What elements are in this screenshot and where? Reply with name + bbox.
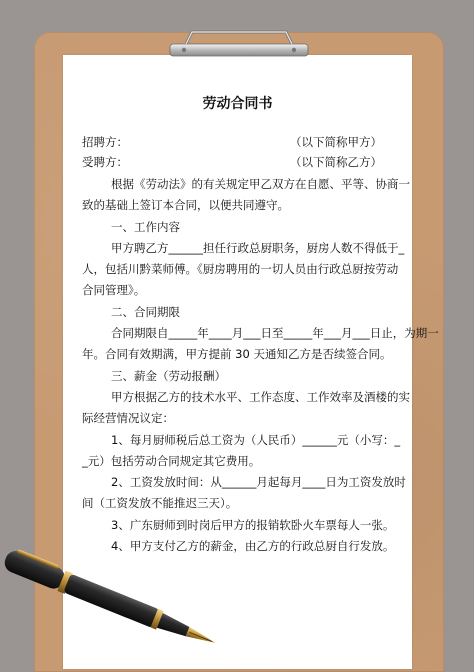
section-heading-3: 三、薪金（劳动报酬） bbox=[111, 369, 226, 383]
employee-row bbox=[82, 155, 400, 169]
body-line-8: 甲方根据乙方的技术水平、工作态度、工作效率及酒楼的实 bbox=[111, 390, 410, 404]
employee-note: （以下简称乙方） bbox=[290, 155, 382, 169]
body-line-1: 根据《劳动法》的有关规定甲乙双方在自愿、平等、协商一 bbox=[111, 177, 410, 191]
item-line-4: 4、甲方支付乙方的薪金，由乙方的行政总厨自行发放。 bbox=[111, 539, 395, 553]
section-heading-2: 二、合同期限 bbox=[111, 305, 180, 319]
body-line-7: 年。合同有效期满，甲方提前 30 天通知乙方是否续签合同。 bbox=[82, 347, 392, 361]
body-line-3: 甲方聘乙方______担任行政总厨职务，厨房人数不得低于_ bbox=[111, 241, 405, 255]
body-line-2: 致的基础上签订本合同，以便共同遵守。 bbox=[82, 198, 289, 212]
employee-label: 受聘方： bbox=[82, 155, 128, 169]
employer-label: 招聘方： bbox=[82, 135, 128, 149]
body-line-6: 合同期限自_____年____月___日至_____年___月___日止，为期一 bbox=[111, 326, 439, 340]
employer-note: （以下简称甲方） bbox=[290, 135, 382, 149]
body-line-9: 际经营情况议定： bbox=[82, 411, 174, 425]
item-line-2-cont: 间（工资发放不能推迟三天）。 bbox=[82, 496, 238, 510]
item-line-2: 2、工资发放时间：从______月起每月____日为工资发放时 bbox=[111, 475, 406, 489]
item-line-1: 1、每月厨师税后总工资为（人民币）______元（小写：_ bbox=[111, 433, 401, 447]
body-line-5: 合同管理》。 bbox=[82, 283, 146, 297]
body-line-4: 人，包括川黔菜师傅。《厨房聘用的一切人员由行政总厨按劳动 bbox=[82, 262, 399, 276]
fountain-pen bbox=[0, 530, 260, 650]
binder-clip bbox=[164, 30, 314, 58]
item-line-1-cont: _元）包括劳动合同规定其它费用。 bbox=[82, 454, 261, 468]
document-title: 劳动合同书 bbox=[202, 96, 273, 112]
item-line-3: 3、广东厨师到时岗后甲方的报销软卧火车票每人一张。 bbox=[111, 518, 395, 532]
section-heading-1: 一、工作内容 bbox=[111, 220, 180, 234]
employer-row bbox=[82, 135, 400, 149]
